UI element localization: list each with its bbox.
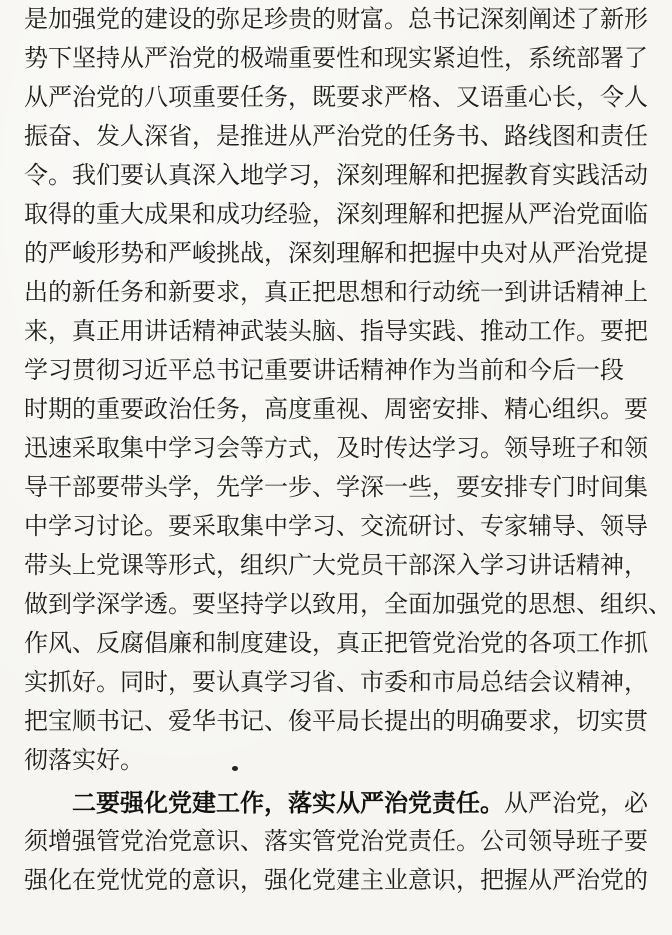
- text-line: 中学习讨论。要采取集中学习、交流研讨、专家辅导、领导: [24, 512, 648, 540]
- text-line: 时期的重要政治任务，高度重视、周密安排、精心组织。要: [24, 395, 648, 423]
- text-line: 学习贯彻习近平总书记重要讲话精神作为当前和今后一段: [24, 356, 624, 384]
- text-line: 出的新任务和新要求，真正把思想和行动统一到讲话精神上: [24, 278, 648, 306]
- text-line: 强化在党忧党的意识，强化党建主业意识，把握从严治党的: [24, 866, 648, 894]
- text-line: 迅速采取集中学习会等方式，及时传达学习。领导班子和领: [24, 434, 648, 462]
- text-line: 彻落实好。: [24, 746, 144, 774]
- text-line: 取得的重大成果和成功经验，深刻理解和把握从严治党面临: [24, 200, 648, 228]
- text-line: 从严治党的八项重要任务，既要求严格、又语重心长，令人: [24, 83, 648, 111]
- heading-line-rest: 从严治党，必: [504, 789, 648, 817]
- text-line: 导干部要带头学，先学一步、学深一些，要安排专门时间集: [24, 473, 648, 501]
- text-line: 是加强党的建设的弥足珍贵的财富。总书记深刻阐述了新形: [24, 5, 648, 33]
- document-body: [24, 0, 672, 900]
- scan-speck: [232, 766, 238, 771]
- text-line: 作风、反腐倡廉和制度建设，真正把管党治党的各项工作抓: [24, 629, 648, 657]
- text-line: 振奋、发人深省，是推进从严治党的任务书、路线图和责任: [24, 122, 648, 150]
- text-line: 来，真正用讲话精神武装头脑、指导实践、推动工作。要把: [24, 317, 648, 345]
- text-line: 带头上党课等形式，组织广大党员干部深入学习讲话精神，: [24, 551, 648, 579]
- paragraph-1: [24, 0, 672, 780]
- text-line: 实抓好。同时，要认真学习省、市委和市局总结会议精神，: [24, 668, 648, 696]
- text-line: 的严峻形势和严峻挑战，深刻理解和把握中央对从严治党提: [24, 239, 648, 267]
- text-line: 令。我们要认真深入地学习，深刻理解和把握教育实践活动: [24, 161, 648, 189]
- text-line: 做到学深学透。要坚持学以致用，全面加强党的思想、组织、: [24, 590, 672, 618]
- text-line: 把宝顺书记、爱华书记、俊平局长提出的明确要求，切实贯: [24, 707, 648, 735]
- text-line: 势下坚持从严治党的极端重要性和现实紧迫性，系统部署了: [24, 44, 648, 72]
- section-heading: 二要强化党建工作，落实从严治党责任。: [72, 788, 504, 817]
- paragraph-2: [24, 783, 648, 900]
- text-line: 须增强管党治党意识、落实管党治党责任。公司领导班子要: [24, 827, 648, 855]
- text-line: [24, 783, 648, 822]
